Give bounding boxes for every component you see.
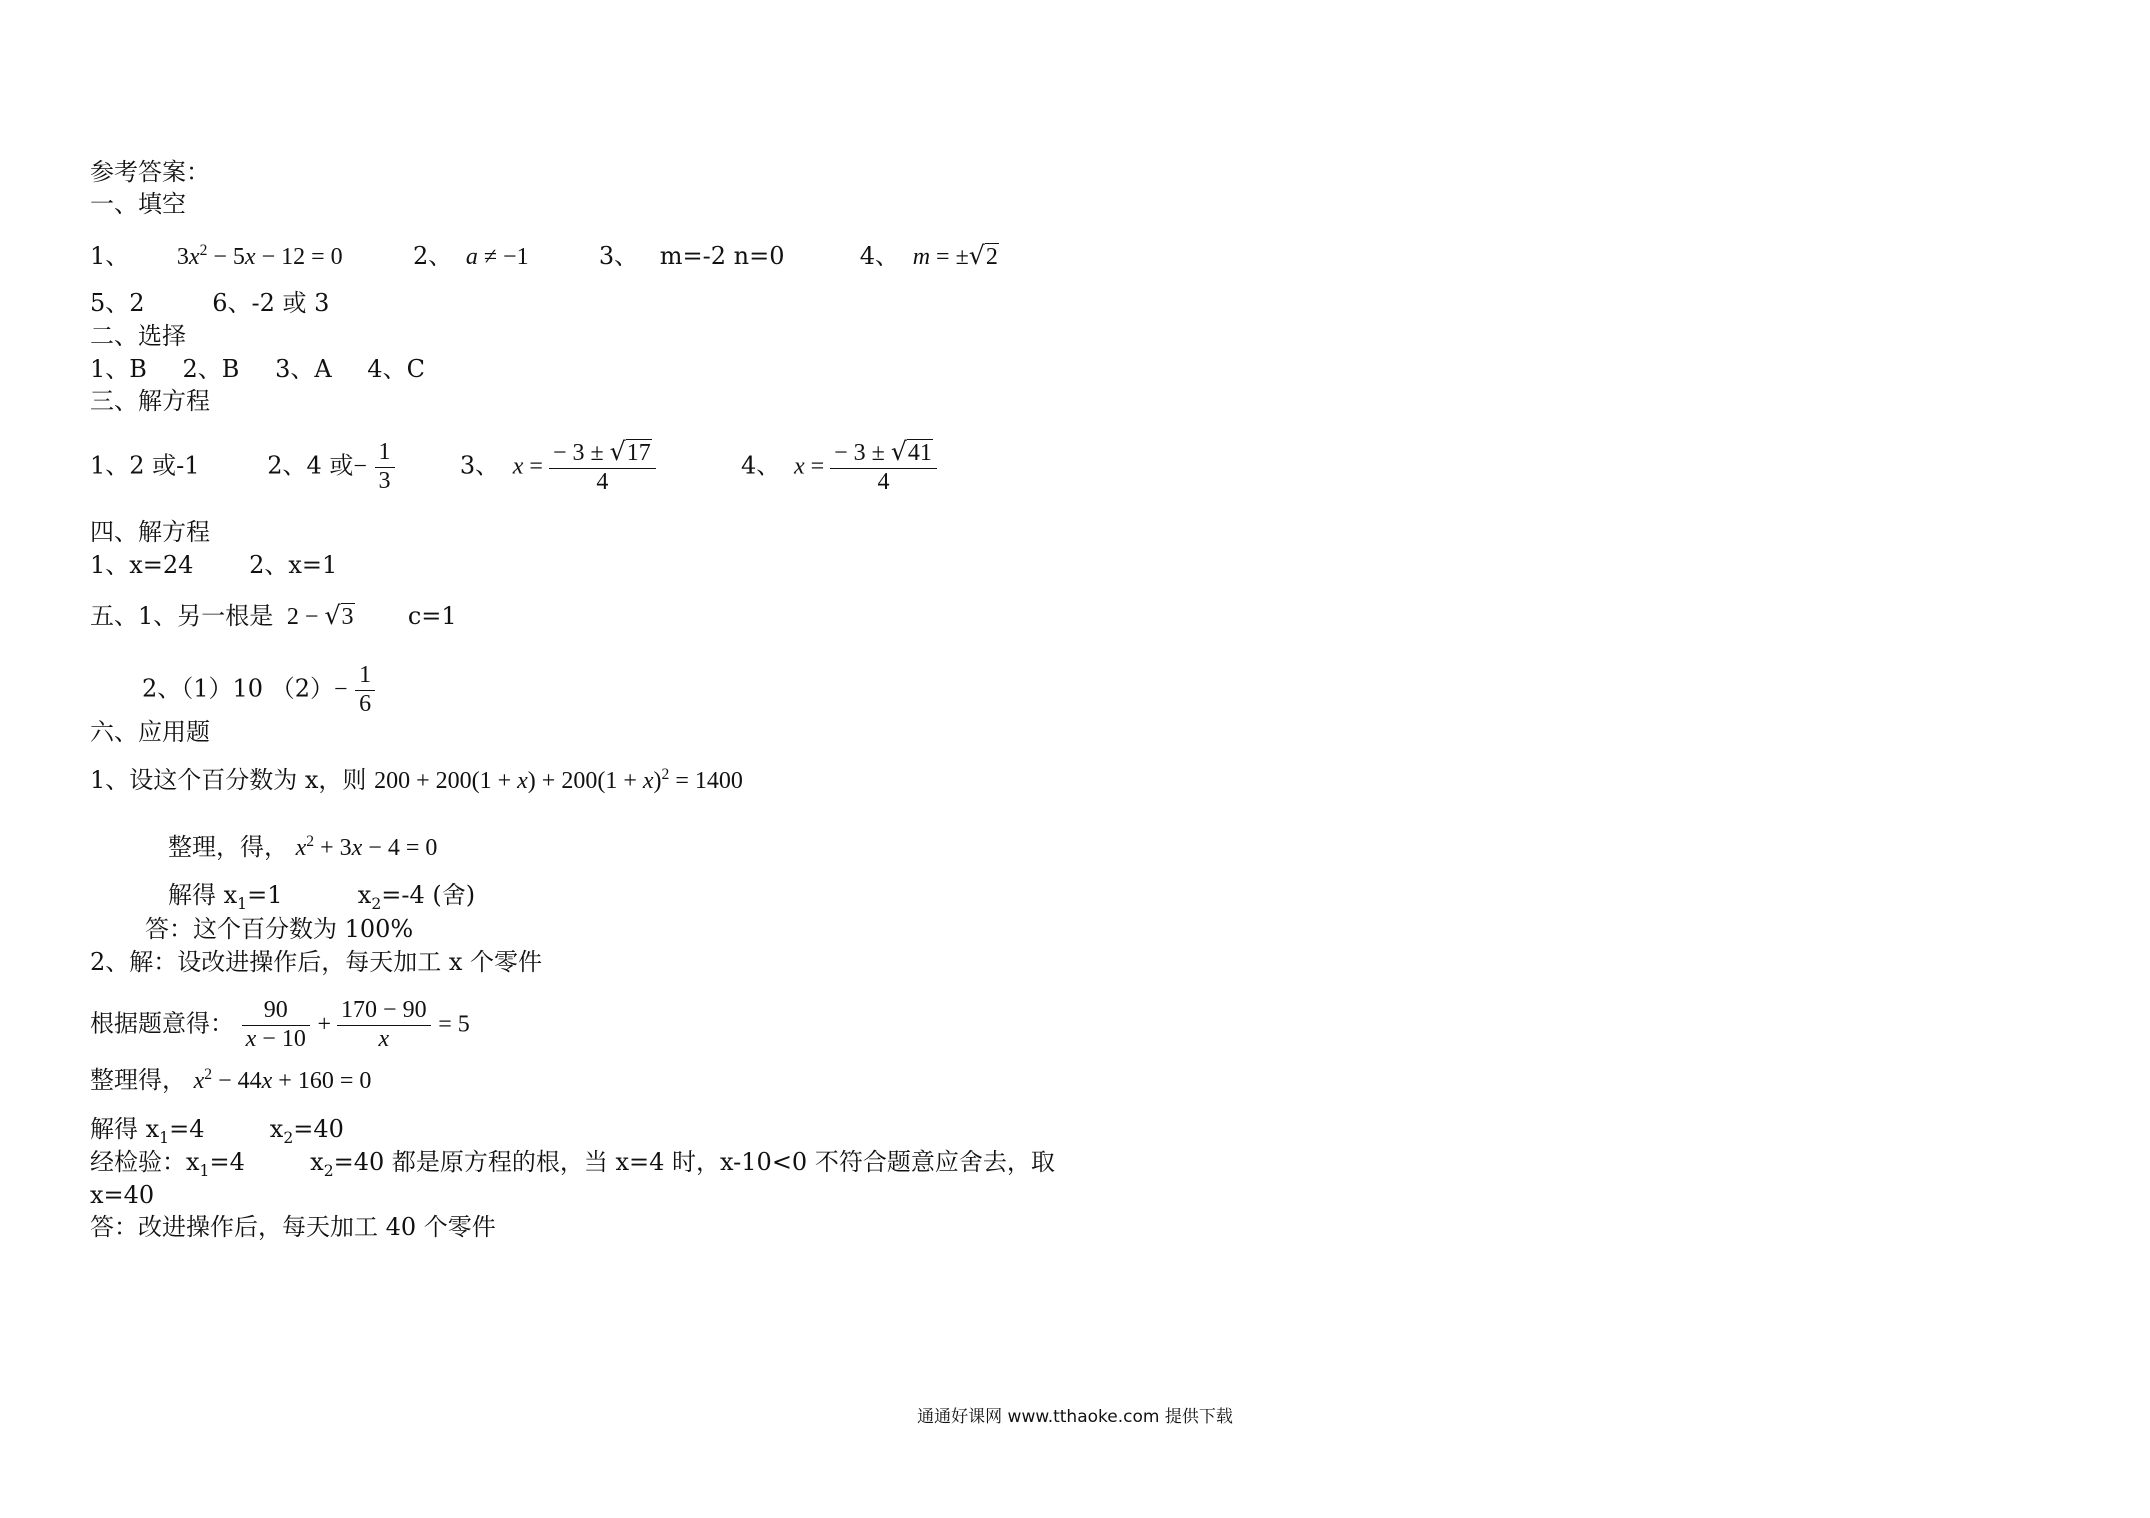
- q1-answer: 答：这个百分数为 100%: [145, 915, 414, 943]
- fraction-one-sixth: $\frac{1}{6}$: [355, 662, 375, 718]
- section-5-part-2: 2、（1）10 （2）− $\frac{1}{6}$: [142, 662, 375, 718]
- q2-check-continued: x=40: [90, 1181, 155, 1209]
- q1-tidy: 整理，得， $x^2 + 3x - 4 = 0$: [168, 833, 438, 861]
- section-1-title: 一、填空: [90, 190, 186, 218]
- q1-setup: 1、设这个百分数为 x，则 $200 + 200(1 + x) + 200(1 + x)^2 = 1400$: [90, 766, 743, 794]
- fill-blank-row-1: 1、 $3x^2 - 5x - 12 = 0$ 2、 a ≠ −1 3、 m=-2 n=0 4、 m = ±√2: [90, 241, 998, 270]
- answer-q3: m=-2 n=0: [659, 242, 785, 270]
- fraction-root-41: $\frac{- 3 \pm √41}{4}$: [830, 438, 937, 496]
- q1-solve: 解得 $x_1=1$ $x_2=-4$ (舍): [168, 881, 476, 913]
- equation-q1: $3x^2 - 5x - 12 = 0$: [176, 242, 343, 270]
- section-4-answers: 1、x=24 2、x=1: [90, 551, 338, 579]
- section-4-title: 四、解方程: [90, 518, 210, 546]
- fraction-root-17: $\frac{- 3 \pm √17}{4}$: [549, 438, 656, 496]
- growth-equation: $200 + 200(1 + x) + 200(1 + x)^2 = 1400$: [374, 766, 743, 794]
- q2-solve: 解得 $x_1=4$ $x_2=40$: [90, 1115, 344, 1147]
- section-6-title: 六、应用题: [90, 718, 210, 746]
- fraction-one-third: $\frac{1}{3}$: [375, 439, 395, 495]
- equation-q2: a: [465, 244, 478, 270]
- fraction-90: $\frac{90}{x - 10}$: [242, 997, 310, 1053]
- fill-blank-row-2: 5、2 6、-2 或 3: [90, 289, 330, 317]
- q2-tidy: 整理得， $x^2 - 44x + 160 = 0$: [90, 1066, 372, 1094]
- section-5-part-1: 五、1、另一根是 2 − √3 c=1: [90, 601, 457, 630]
- q2-equation: 根据题意得： $\frac{90}{x - 10}$ + $\frac{170 - 90}{x}$ = 5: [90, 997, 470, 1052]
- choice-answers: 1、B 2、B 3、A 4、C: [90, 355, 425, 383]
- equation-q4: m = ±√2: [912, 241, 998, 270]
- section-3-title: 三、解方程: [90, 387, 210, 415]
- fraction-170-90: $\frac{170 - 90}{x}$: [337, 997, 431, 1053]
- footer-source: 通通好课网 www.tthaoke.com 提供下载: [917, 1407, 1233, 1427]
- section-2-title: 二、选择: [90, 322, 186, 350]
- q2-answer: 答：改进操作后，每天加工 40 个零件: [90, 1213, 496, 1241]
- q2-check: 经检验：$x_1=4$ $x_2=40$ 都是原方程的根，当 x=4 时，x-10<0 不符合题意应舍去，取: [90, 1148, 1055, 1180]
- heading: 参考答案：: [90, 158, 210, 186]
- q2-intro: 2、解：设改进操作后，每天加工 x 个零件: [90, 948, 543, 976]
- equation-answers-row: 1、2 或-1 2、4 或− $\frac{1}{3}$ 3、 x = $\frac{- 3 \pm √17}{4}$ 4、 x = $\frac{- 3 \pm √41}{4}$: [90, 438, 937, 496]
